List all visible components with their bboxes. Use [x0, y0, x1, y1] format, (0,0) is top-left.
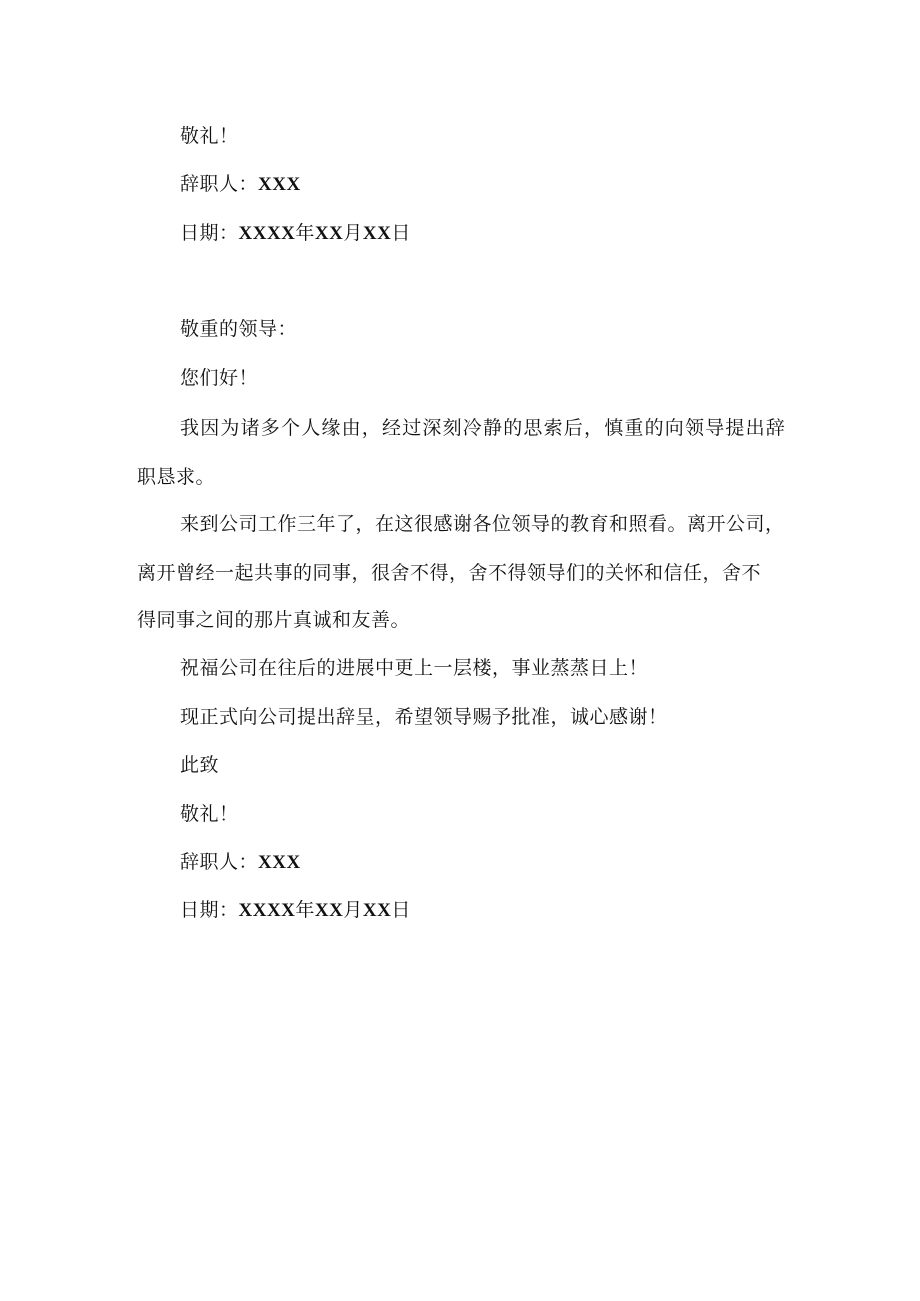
- date-month-unit: 月: [343, 899, 363, 921]
- date-day: XX: [362, 900, 392, 921]
- paragraph-line: 得同事之间的那片真诚和友善。: [137, 609, 411, 631]
- closing-line: 此致: [180, 754, 220, 776]
- date-year: XXXX: [238, 900, 296, 921]
- paragraph-line: 职恳求。: [137, 466, 216, 488]
- date-day-unit: 日: [391, 222, 411, 244]
- date-month-unit: 月: [343, 222, 363, 244]
- date-year-unit: 年: [295, 899, 315, 921]
- salute-line: 敬礼！: [180, 803, 239, 825]
- signer-label: 辞职人：: [180, 173, 259, 195]
- date-year-unit: 年: [295, 222, 315, 244]
- signer-label: 辞职人：: [180, 851, 259, 873]
- paragraph-line: 祝福公司在往后的进展中更上一层楼，事业蒸蒸日上！: [180, 657, 649, 679]
- signer-name: XXX: [258, 852, 301, 873]
- date-line: [180, 221, 411, 246]
- signer-name: XXX: [258, 174, 301, 195]
- paragraph-line: 离开曾经一起共事的同事，很舍不得，舍不得领导们的关怀和信任，舍不: [137, 562, 762, 584]
- date-day-unit: 日: [391, 899, 411, 921]
- paragraph-line: 来到公司工作三年了，在这很感谢各位领导的教育和照看。离开公司，: [180, 513, 785, 535]
- date-year: XXXX: [238, 223, 296, 244]
- salute-line: 敬礼！: [180, 125, 239, 147]
- signer-line: [180, 172, 301, 197]
- date-month: XX: [314, 900, 344, 921]
- date-day: XX: [362, 223, 392, 244]
- paragraph-line: 我因为诸多个人缘由，经过深刻冷静的思索后，慎重的向领导提出辞: [180, 417, 787, 439]
- date-month: XX: [314, 223, 344, 244]
- paragraph-line: 现正式向公司提出辞呈，希望领导赐予批准，诚心感谢！: [180, 706, 668, 728]
- date-line: [180, 898, 411, 923]
- letter-greeting: 敬重的领导：: [180, 318, 298, 340]
- date-label: 日期：: [180, 899, 239, 921]
- date-label: 日期：: [180, 222, 239, 244]
- letter-hello: 您们好！: [180, 367, 259, 389]
- signer-line: [180, 850, 301, 875]
